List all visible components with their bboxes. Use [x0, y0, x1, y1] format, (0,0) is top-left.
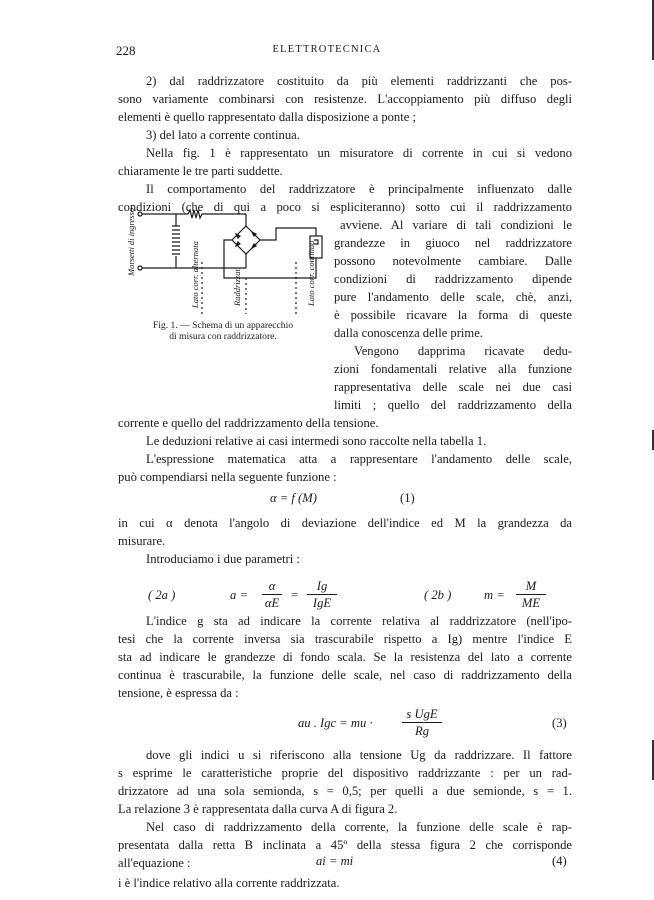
text-line: chiaramente le tre parti suddette. [118, 164, 283, 178]
equation-1: α = f (M) [270, 491, 317, 505]
terminal-top [138, 212, 142, 216]
terminal-bottom [138, 266, 142, 270]
equation-3-lhs: au . Igc = mu · [298, 716, 373, 730]
equation-number: (3) [552, 716, 567, 730]
equation-2b-lhs: m = [484, 588, 505, 602]
text-line: Nel caso di raddrizzamento della corrente, la funzione delle scale è rap- [146, 820, 572, 834]
running-title: ELETTROTECNICA [272, 44, 382, 55]
text-line: misurare. [118, 534, 166, 548]
text-line: Vengono dapprima ricavate dedu- [354, 344, 572, 358]
text-line: i è l'indice relativo alla corrente raddrizzata. [118, 876, 340, 890]
page-number: 228 [116, 43, 136, 58]
text-line: condizioni (che di qui a poco si espliciteranno) sotto cui il raddrizzamento [118, 200, 572, 214]
text-line: Le deduzioni relative ai casi intermedi sono raccolte nella tabella 1. [146, 434, 487, 448]
text-line: s esprime le caratteristiche proprie del dispositivo raddrizzante : per un rad- [118, 766, 572, 780]
text-line: La relazione 3 è rappresentata dalla curva A di figura 2. [118, 802, 398, 816]
equation-2b-fraction: $\frac{M}{ME}$ [516, 578, 546, 611]
text-line: continua è trascurabile, la funzione delle scale, nel caso di raddrizzamento della [118, 668, 572, 682]
text-line: sta ad indicare le grandezze di fondo scala. Se la resistenza del lato a corrente [118, 650, 572, 664]
text-line: elementi è quello rappresentato dalla disposizione a ponte ; [118, 110, 416, 124]
text-line: drizzatore ad una sola semionda, s = 0,5; per quelli a due semionde, s = 1. [118, 784, 572, 798]
equation-number: (1) [400, 491, 415, 505]
text-line: L'espressione matematica atta a rappresentare l'andamento delle scale, [146, 452, 572, 466]
text-line: rappresentativa delle scale nei due casi [334, 380, 572, 394]
bridge-rectifier [232, 226, 260, 254]
equation-number: (4) [552, 854, 567, 868]
text-line: è possibile ricavare la forma di queste [334, 308, 572, 322]
text-line: dalla conoscenza delle prime. [334, 326, 483, 340]
equation-2a-fraction-2: Ig IgE [307, 578, 337, 611]
label-rectifier: Raddrizzat. [232, 267, 242, 306]
book-page: 228 ELETTROTECNICA 2) dal raddrizzatore costituito da più elementi raddrizzanti che pos- sono variamente combinarsi con resistenze. L'accoppiamento più diffuso degli elementi è quello rappresentato dalla disposizione a ponte ; 3) del lato a corrente continua. Nella fig. 1 è rappresentato un misuratore di corrente in cui si vedono chiaramente le tre parti suddette. Il comportamento del raddrizzatore è principalmente influenzato dalle condizioni (che di qui a poco si espliciteranno) sotto cui il raddrizzamento Morsetti di ingresso Lato corr. alternata Raddrizzat. Lato corr. continua Fig. 1. — Schema di un apparecchio di misura con raddrizzatore. avviene. Al variare di tali condizioni le grandezze in giuoco nel raddrizzatore possono notevolmente cambiare. Dalle condizioni di raddrizzamento dipende pure l'andamento delle scale, chè, anzi, è possibile ricavare la forma di queste dalla conoscenza delle prime. Vengono dapprima ricavate dedu- zioni fondamentali relative alla funzione rappresentativa delle scale nei due casi limiti ; quello del raddrizzamento della corrente e quello del raddrizzamento della tensione. Le deduzioni relative ai casi intermedi sono raccolte nella tabella 1. L'espressione matematica atta a rappresentare l'andamento delle scale, può compendiarsi nella seguente funzione : α = f (M) (1) in cui α denota l'angolo di deviazione dell'indice ed M la grandezza da misurare. Introduciamo i due parametri : ( 2a ) a = $\frac{\alpha}{\alpha E}$ = Ig IgE ( 2b ) m = $\frac{M}{ME}$ L'indice g sta ad indicare la corrente relativa al raddrizzatore (nell'ipo- tesi che la corrente inversa sia trascurabile rispetto a Ig) mentre l'indice E sta ad indicare le grandezze di fondo scala. Se la resistenza del lato a corrente continua è trascurabile, la funzione delle scale, nel caso di raddrizzamento della tensione, è espressa da : au . Igc = mu · s UgE Rg (3) dove gli indici u si riferiscono alla tensione Ug da raddrizzare. Il fattore s esprime le caratteristiche proprie del dispositivo raddrizzante : per un rad- drizzatore ad una sola semionda, s = 0,5; per quelli a due semionde, s = 1. La relazione 3 è rappresentata dalla curva A di figura 2. Nel caso di raddrizzamento della corrente, la funzione delle scale è rap- presentata dalla retta B inclinata a 45º della stessa figura 2 che corrisponde all'equazione : ai = mi (4) i è l'indice relativo alla corrente raddrizzata. [0, 0, 654, 900]
equation-4: ai = mi [316, 854, 354, 868]
equation-tag: ( 2a ) [148, 588, 176, 602]
text-line: sono variamente combinarsi con resistenze. L'accoppiamento più diffuso degli [118, 92, 572, 106]
figure-caption-line: Fig. 1. — Schema di un apparecchio [152, 320, 294, 331]
text-line: dove gli indici u si riferiscono alla tensione Ug da raddrizzare. Il fattore [146, 748, 572, 762]
text-line: pure l'andamento delle scale, chè, anzi, [334, 290, 572, 304]
text-line: condizioni di raddrizzamento dipende [334, 272, 572, 286]
text-line: possono notevolmente cambiare. Dalle [334, 254, 572, 268]
text-line: tesi che la corrente inversa sia trascurabile rispetto a Ig) mentre l'indice E [118, 632, 572, 646]
label-input-terminals: Morsetti di ingresso [126, 207, 136, 276]
text-line: corrente e quello del raddrizzamento della tensione. [118, 416, 379, 430]
text-line: in cui α denota l'angolo di deviazione dell'indice ed M la grandezza da [118, 516, 572, 530]
circuit-diagram [118, 204, 336, 318]
figure-caption-line: di misura con raddrizzatore. [169, 331, 277, 342]
text-line: all'equazione : [118, 856, 191, 870]
label-ac-side: Lato corr. alternata [190, 241, 200, 308]
text-line: L'indice g sta ad indicare la corrente relativa al raddrizzatore (nell'ipo- [146, 614, 572, 628]
text-line: 2) dal raddrizzatore costituito da più elementi raddrizzanti che pos- [146, 74, 572, 88]
transformer-coil [172, 226, 180, 254]
text-line: grandezze in giuoco nel raddrizzatore [334, 236, 572, 250]
series-resistor [142, 210, 246, 218]
text-line: Introduciamo i due parametri : [146, 552, 300, 566]
text-line: Nella fig. 1 è rappresentato un misuratore di corrente in cui si vedono [146, 146, 572, 160]
equation-2a-fraction-1: $\frac{\alpha}{\alpha E}$ [262, 578, 282, 611]
equation-tag: ( 2b ) [424, 588, 452, 602]
equation-2a-lhs: a = [230, 588, 248, 602]
text-line: limiti ; quello del raddrizzamento della [334, 398, 572, 412]
text-line: avviene. Al variare di tali condizioni le [340, 218, 572, 232]
equation-3-fraction: s UgE Rg [402, 706, 442, 739]
text-line: presentata dalla retta B inclinata a 45º della stessa figura 2 che corrisponde [118, 838, 572, 852]
text-line: 3) del lato a corrente continua. [146, 128, 300, 142]
text-line: zioni fondamentali relative alla funzione [334, 362, 572, 376]
text-line: tensione, è espressa da : [118, 686, 239, 700]
text-line: può compendiarsi nella seguente funzione : [118, 470, 337, 484]
label-dc-side: Lato corr. continua [306, 240, 316, 306]
text-line: Il comportamento del raddrizzatore è principalmente influenzato dalle [146, 182, 572, 196]
